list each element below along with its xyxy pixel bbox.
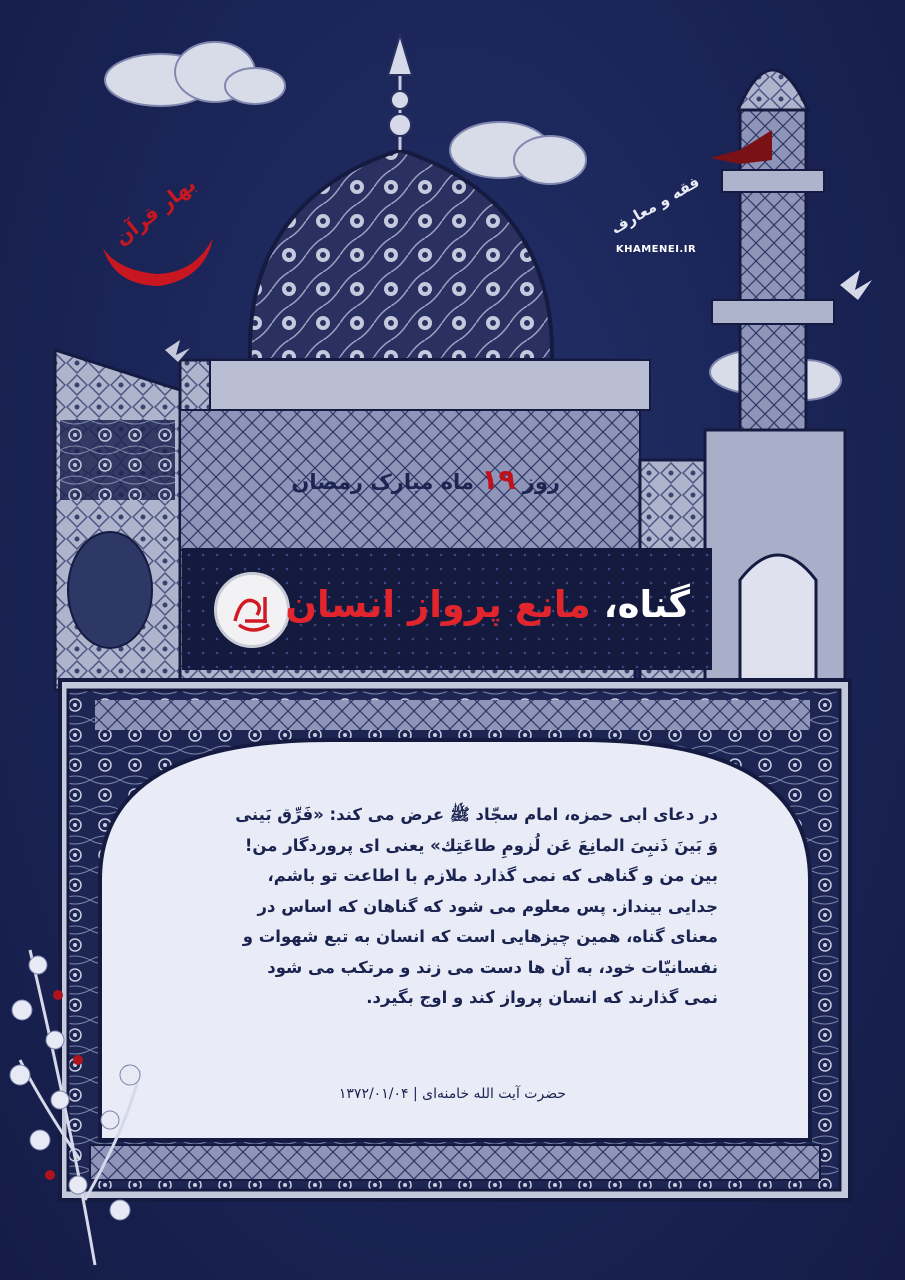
quote-text [188,800,718,1014]
quote-line: بین من و گناهی که نمی گذارد ملازم با اطاعت تو باشم، [267,866,718,885]
page-title [285,570,690,640]
publisher-url: KHAMENEI.IR [615,244,697,255]
separator: | [412,1086,418,1102]
quote-line: نفسانیّات خود، به آن ها دست می زند و مرتکب می شود [267,957,718,977]
quote-line: وَ بَینَ ذَنبِیَ المانِعَ عَن لُزومِ طاعَتِك» یعنی ای پروردگار من! [244,835,718,855]
date: ۱۳۷۲/۰۱/۰۴ [338,1086,409,1102]
emblem [214,572,290,648]
calligraphy-emblem-icon [217,575,287,645]
quote-line: نمی گذارند که انسان پرواز کند و اوج بگیرد. [366,988,718,1007]
quote-line: در دعای ابی حمزه، امام سجّاد ﷺ عرض می کند: «فَرِّق بَینی [235,805,718,824]
day-number: ۱۹ [481,463,516,496]
bird-icon [840,270,872,300]
publisher-logo-text: فقه و معارف [607,172,703,238]
quote-line: جدایی بینداز. پس معلوم می شود که گناهان که اساس در [257,896,718,916]
day-suffix: ماه مبارک رمضان [291,470,474,494]
attribution [300,1086,566,1102]
quote-line: معنای گناه، همین چیزهایی است که انسان به تبع شهوات و [242,927,718,946]
title-part-1: گناه، [603,583,690,626]
publisher-logo [600,172,710,270]
day-prefix: روز [522,470,560,494]
campaign-logo [85,171,215,293]
campaign-logo-text: بهار قرآن [109,171,201,251]
author: حضرت آیت الله خامنه‌ای [422,1086,566,1102]
day-heading [291,458,560,502]
title-part-2: مانع پرواز انسان [285,583,591,626]
